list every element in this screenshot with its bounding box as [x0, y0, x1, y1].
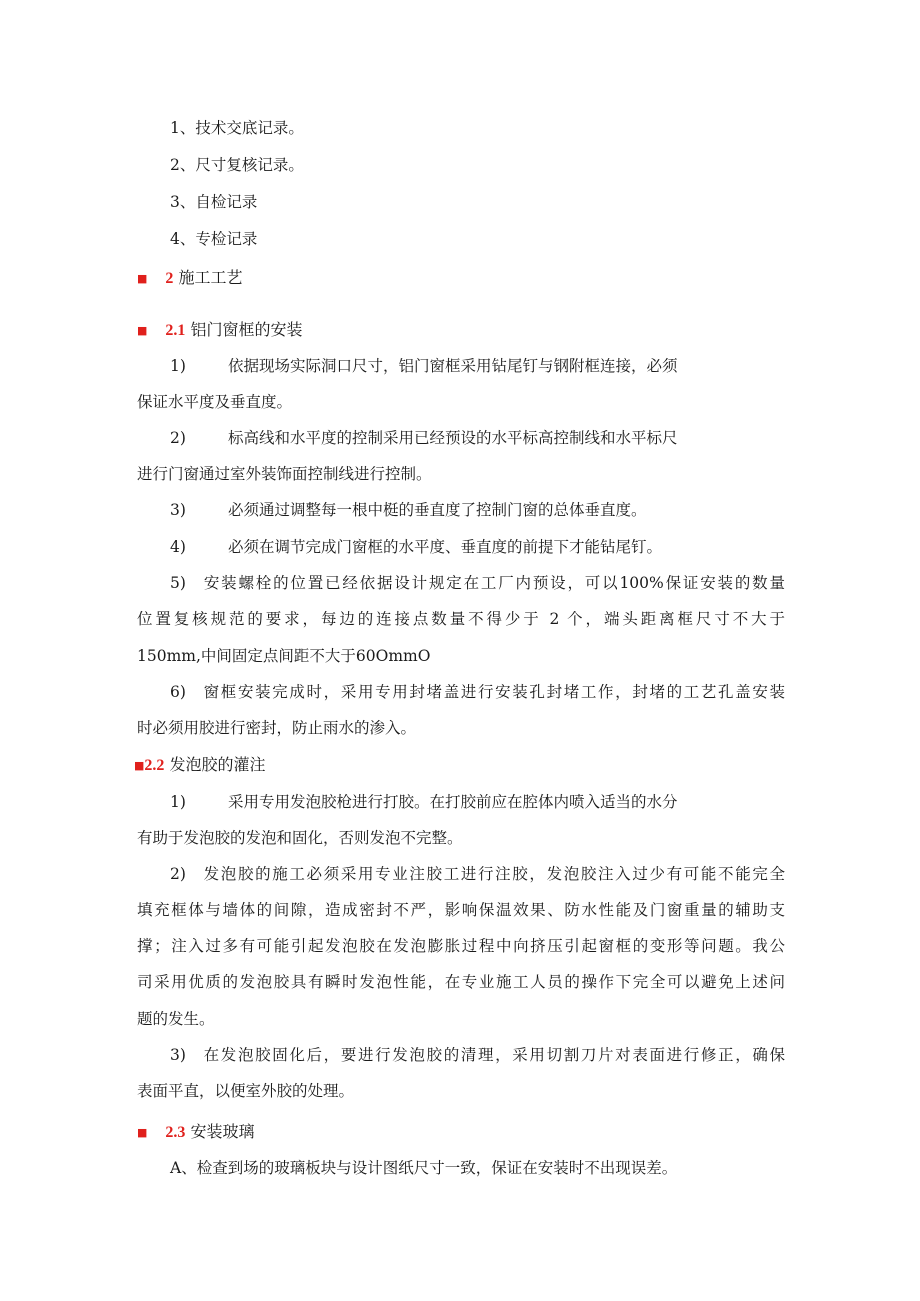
list-item: 6) 窗框安装完成时，采用专用封堵盖进行安装孔封堵工作，封堵的工艺孔盖安装	[170, 683, 785, 701]
list-item: 3) 必须通过调整每一根中梃的垂直度了控制门窗的总体垂直度。	[170, 501, 647, 519]
list-item-continuation: 150mm,中间固定点间距不大于60OmmO	[137, 647, 431, 665]
section-2-heading	[137, 268, 243, 289]
list-item: 4) 必须在调节完成门窗框的水平度、垂直度的前提下才能钻尾钉。	[170, 538, 663, 556]
section-2-1-heading	[137, 320, 303, 341]
list-item: 5) 安装螺栓的位置已经依据设计规定在工厂内预设，可以100%保证安装的数量	[170, 574, 785, 592]
list-item-continuation: 有助于发泡胶的发泡和固化，否则发泡不完整。	[137, 829, 463, 847]
list-item: 2) 标高线和水平度的控制采用已经预设的水平标高控制线和水平标尺	[170, 429, 678, 447]
record-item: 4、专检记录	[170, 230, 258, 248]
list-item-continuation: 位置复核规范的要求，每边的连接点数量不得少于 2 个，端头距离框尺寸不大于	[137, 610, 785, 628]
section-title: 施工工艺	[178, 268, 243, 287]
section-2-2-heading	[134, 755, 266, 776]
section-title: 铝门窗框的安装	[190, 320, 303, 339]
section-2-3-heading	[137, 1122, 255, 1143]
bullet-icon: ■	[137, 324, 148, 337]
list-item: 1) 采用专用发泡胶枪进行打胶。在打胶前应在腔体内喷入适当的水分	[170, 793, 678, 811]
list-item-continuation: 撑；注入过多有可能引起发泡胶在发泡膨胀过程中向挤压引起窗框的变形等问题。我公	[137, 937, 785, 955]
list-item: 3) 在发泡胶固化后，要进行发泡胶的清理，采用切割刀片对表面进行修正，确保	[170, 1046, 785, 1064]
list-item-continuation: 题的发生。	[137, 1010, 215, 1028]
bullet-icon: ■	[137, 272, 148, 285]
list-item: 1) 依据现场实际洞口尺寸，铝门窗框采用钻尾钉与钢附框连接，必须	[170, 357, 678, 375]
section-title: 发泡胶的灌注	[169, 755, 266, 774]
section-number: 2.3	[165, 1124, 186, 1141]
record-item: 3、自检记录	[170, 193, 258, 211]
list-item-continuation: 保证水平度及垂直度。	[137, 393, 293, 411]
list-item-continuation: 填充框体与墙体的间隙，造成密封不严，影响保温效果、防水性能及门窗重量的辅助支	[137, 901, 785, 919]
list-item: 2) 发泡胶的施工必须采用专业注胶工进行注胶，发泡胶注入过少有可能不能完全	[170, 865, 785, 883]
record-item: 2、尺寸复核记录。	[170, 156, 304, 174]
list-item: A、检查到场的玻璃板块与设计图纸尺寸一致，保证在安装时不出现误差。	[170, 1159, 678, 1177]
list-item-continuation: 表面平直，以便室外胶的处理。	[137, 1082, 355, 1100]
section-number: 2	[165, 270, 174, 287]
section-title: 安装玻璃	[190, 1122, 255, 1141]
record-item: 1、技术交底记录。	[170, 119, 304, 137]
bullet-icon: ■	[134, 759, 145, 772]
section-number: 2.1	[165, 322, 186, 339]
list-item-continuation: 时必须用胶进行密封，防止雨水的渗入。	[137, 719, 417, 737]
bullet-icon: ■	[137, 1126, 148, 1139]
list-item-continuation: 进行门窗通过室外装饰面控制线进行控制。	[137, 465, 432, 483]
section-number: 2.2	[144, 757, 165, 774]
list-item-continuation: 司采用优质的发泡胶具有瞬时发泡性能，在专业施工人员的操作下完全可以避免上述问	[137, 973, 785, 991]
